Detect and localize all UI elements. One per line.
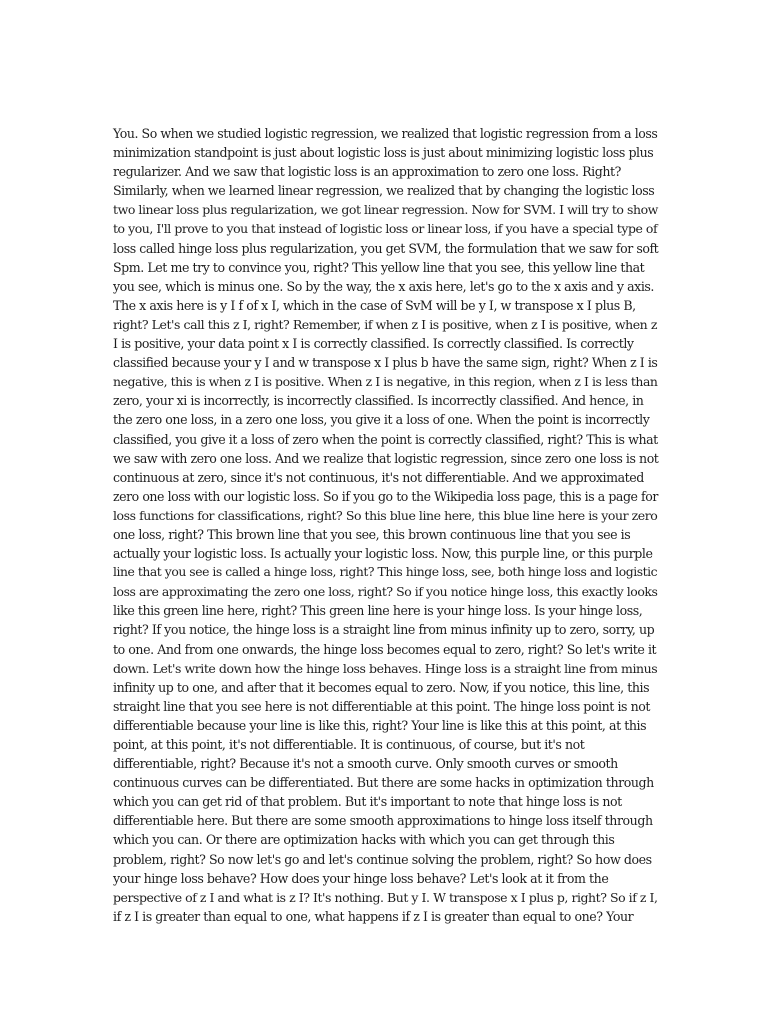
- text-line: to you, I'll prove to you that instead of logistic loss or linear loss, if you have a special type of: [113, 221, 658, 237]
- text-line: one loss, right? This brown line that you see, this brown continuous line that you see is: [113, 526, 631, 542]
- text-line: which you can. Or there are optimization hacks with which you can get through this: [113, 832, 615, 848]
- transcript-text: [113, 124, 658, 926]
- text-line: Similarly, when we learned linear regression, we realized that by changing the logistic loss: [113, 183, 655, 199]
- text-line: straight line that you see here is not differentiable at this point. The hinge loss point is not: [113, 698, 651, 714]
- text-line: right? If you notice, the hinge loss is a straight line from minus infinity up to zero, sorry, up: [113, 622, 655, 638]
- text-line: Spm. Let me try to convince you, right? This yellow line that you see, this yellow line that: [113, 259, 645, 275]
- text-line: which you can get rid of that problem. But it's important to note that hinge loss is not: [113, 794, 622, 810]
- text-line: minimization standpoint is just about logistic loss is just about minimizing logistic loss plus: [113, 145, 654, 161]
- text-line: infinity up to one, and after that it becomes equal to zero. Now, if you notice, this line, this: [113, 679, 650, 695]
- text-line: the zero one loss, in a zero one loss, you give it a loss of one. When the point is incorrectly: [113, 412, 650, 428]
- text-line: line that you see is called a hinge loss, right? This hinge loss, see, both hinge loss and logistic: [113, 565, 658, 580]
- text-line: differentiable because your line is like this, right? Your line is like this at this point, at this: [113, 717, 647, 733]
- text-line: right? Let's call this z I, right? Remember, if when z I is positive, when z I is positive, when z: [113, 316, 657, 332]
- text-line: regularizer. And we saw that logistic loss is an approximation to zero one loss. Right?: [113, 164, 621, 180]
- text-line: to one. And from one onwards, the hinge loss becomes equal to zero, right? So let's write it: [113, 641, 657, 657]
- text-line: if z I is greater than equal to one, what happens if z I is greater than equal to one? Your: [113, 908, 634, 924]
- text-line: loss are approximating the zero one loss, right? So if you notice hinge loss, this exactly looks: [113, 584, 658, 600]
- text-line: two linear loss plus regularization, we got linear regression. Now for SVM. I will try to show: [113, 202, 658, 218]
- text-line: loss called hinge loss plus regularization, you get SVM, the formulation that we saw for soft: [113, 240, 659, 256]
- text-line: we saw with zero one loss. And we realize that logistic regression, since zero one loss is not: [113, 450, 659, 466]
- text-line: perspective of z I and what is z I? It's nothing. But y I. W transpose x I plus p, right? So if z I,: [113, 889, 658, 905]
- text-line: classified because your y I and w transpose x I plus b have the same sign, right? When z I is: [113, 355, 658, 371]
- text-line: loss functions for classifications, right? So this blue line here, this blue line here is your zero: [113, 507, 658, 523]
- text-line: your hinge loss behave? How does your hinge loss behave? Let's look at it from the: [113, 870, 609, 886]
- text-line: actually your logistic loss. Is actually your logistic loss. Now, this purple line, or this purple: [113, 546, 653, 562]
- text-line: The x axis here is y I f of x I, which in the case of SvM will be y I, w transpose x I plus B,: [113, 297, 636, 313]
- text-line: differentiable, right? Because it's not a smooth curve. Only smooth curves or smooth: [113, 756, 618, 772]
- text-line: I is positive, your data point x I is correctly classified. Is correctly classified. Is correctly: [113, 336, 634, 352]
- text-line: zero one loss with our logistic loss. So if you go to the Wikipedia loss page, this is a page for: [113, 488, 658, 504]
- text-line: like this green line here, right? This green line here is your hinge loss. Is your hinge loss,: [113, 603, 643, 619]
- text-line: classified, you give it a loss of zero when the point is correctly classified, right? This is what: [113, 431, 658, 447]
- text-line: continuous at zero, since it's not continuous, it's not differentiable. And we approximated: [113, 469, 644, 485]
- text-line: problem, right? So now let's go and let's continue solving the problem, right? So how does: [113, 851, 652, 867]
- text-line: down. Let's write down how the hinge loss behaves. Hinge loss is a straight line from minus: [113, 660, 658, 676]
- text-line: continuous curves can be differentiated. But there are some hacks in optimization through: [113, 775, 654, 791]
- text-line: You. So when we studied logistic regression, we realized that logistic regression from a loss: [113, 126, 658, 141]
- text-line: differentiable here. But there are some smooth approximations to hinge loss itself through: [113, 813, 653, 829]
- text-line: negative, this is when z I is positive. When z I is negative, in this region, when z I is less than: [113, 374, 658, 390]
- text-line: zero, your xi is incorrectly, is incorrectly classified. Is incorrectly classified. And hence, in: [113, 393, 644, 409]
- text-line: you see, which is minus one. So by the way, the x axis here, let's go to the x axis and y axis.: [113, 278, 654, 294]
- text-line: point, at this point, it's not differentiable. It is continuous, of course, but it's not: [113, 737, 585, 752]
